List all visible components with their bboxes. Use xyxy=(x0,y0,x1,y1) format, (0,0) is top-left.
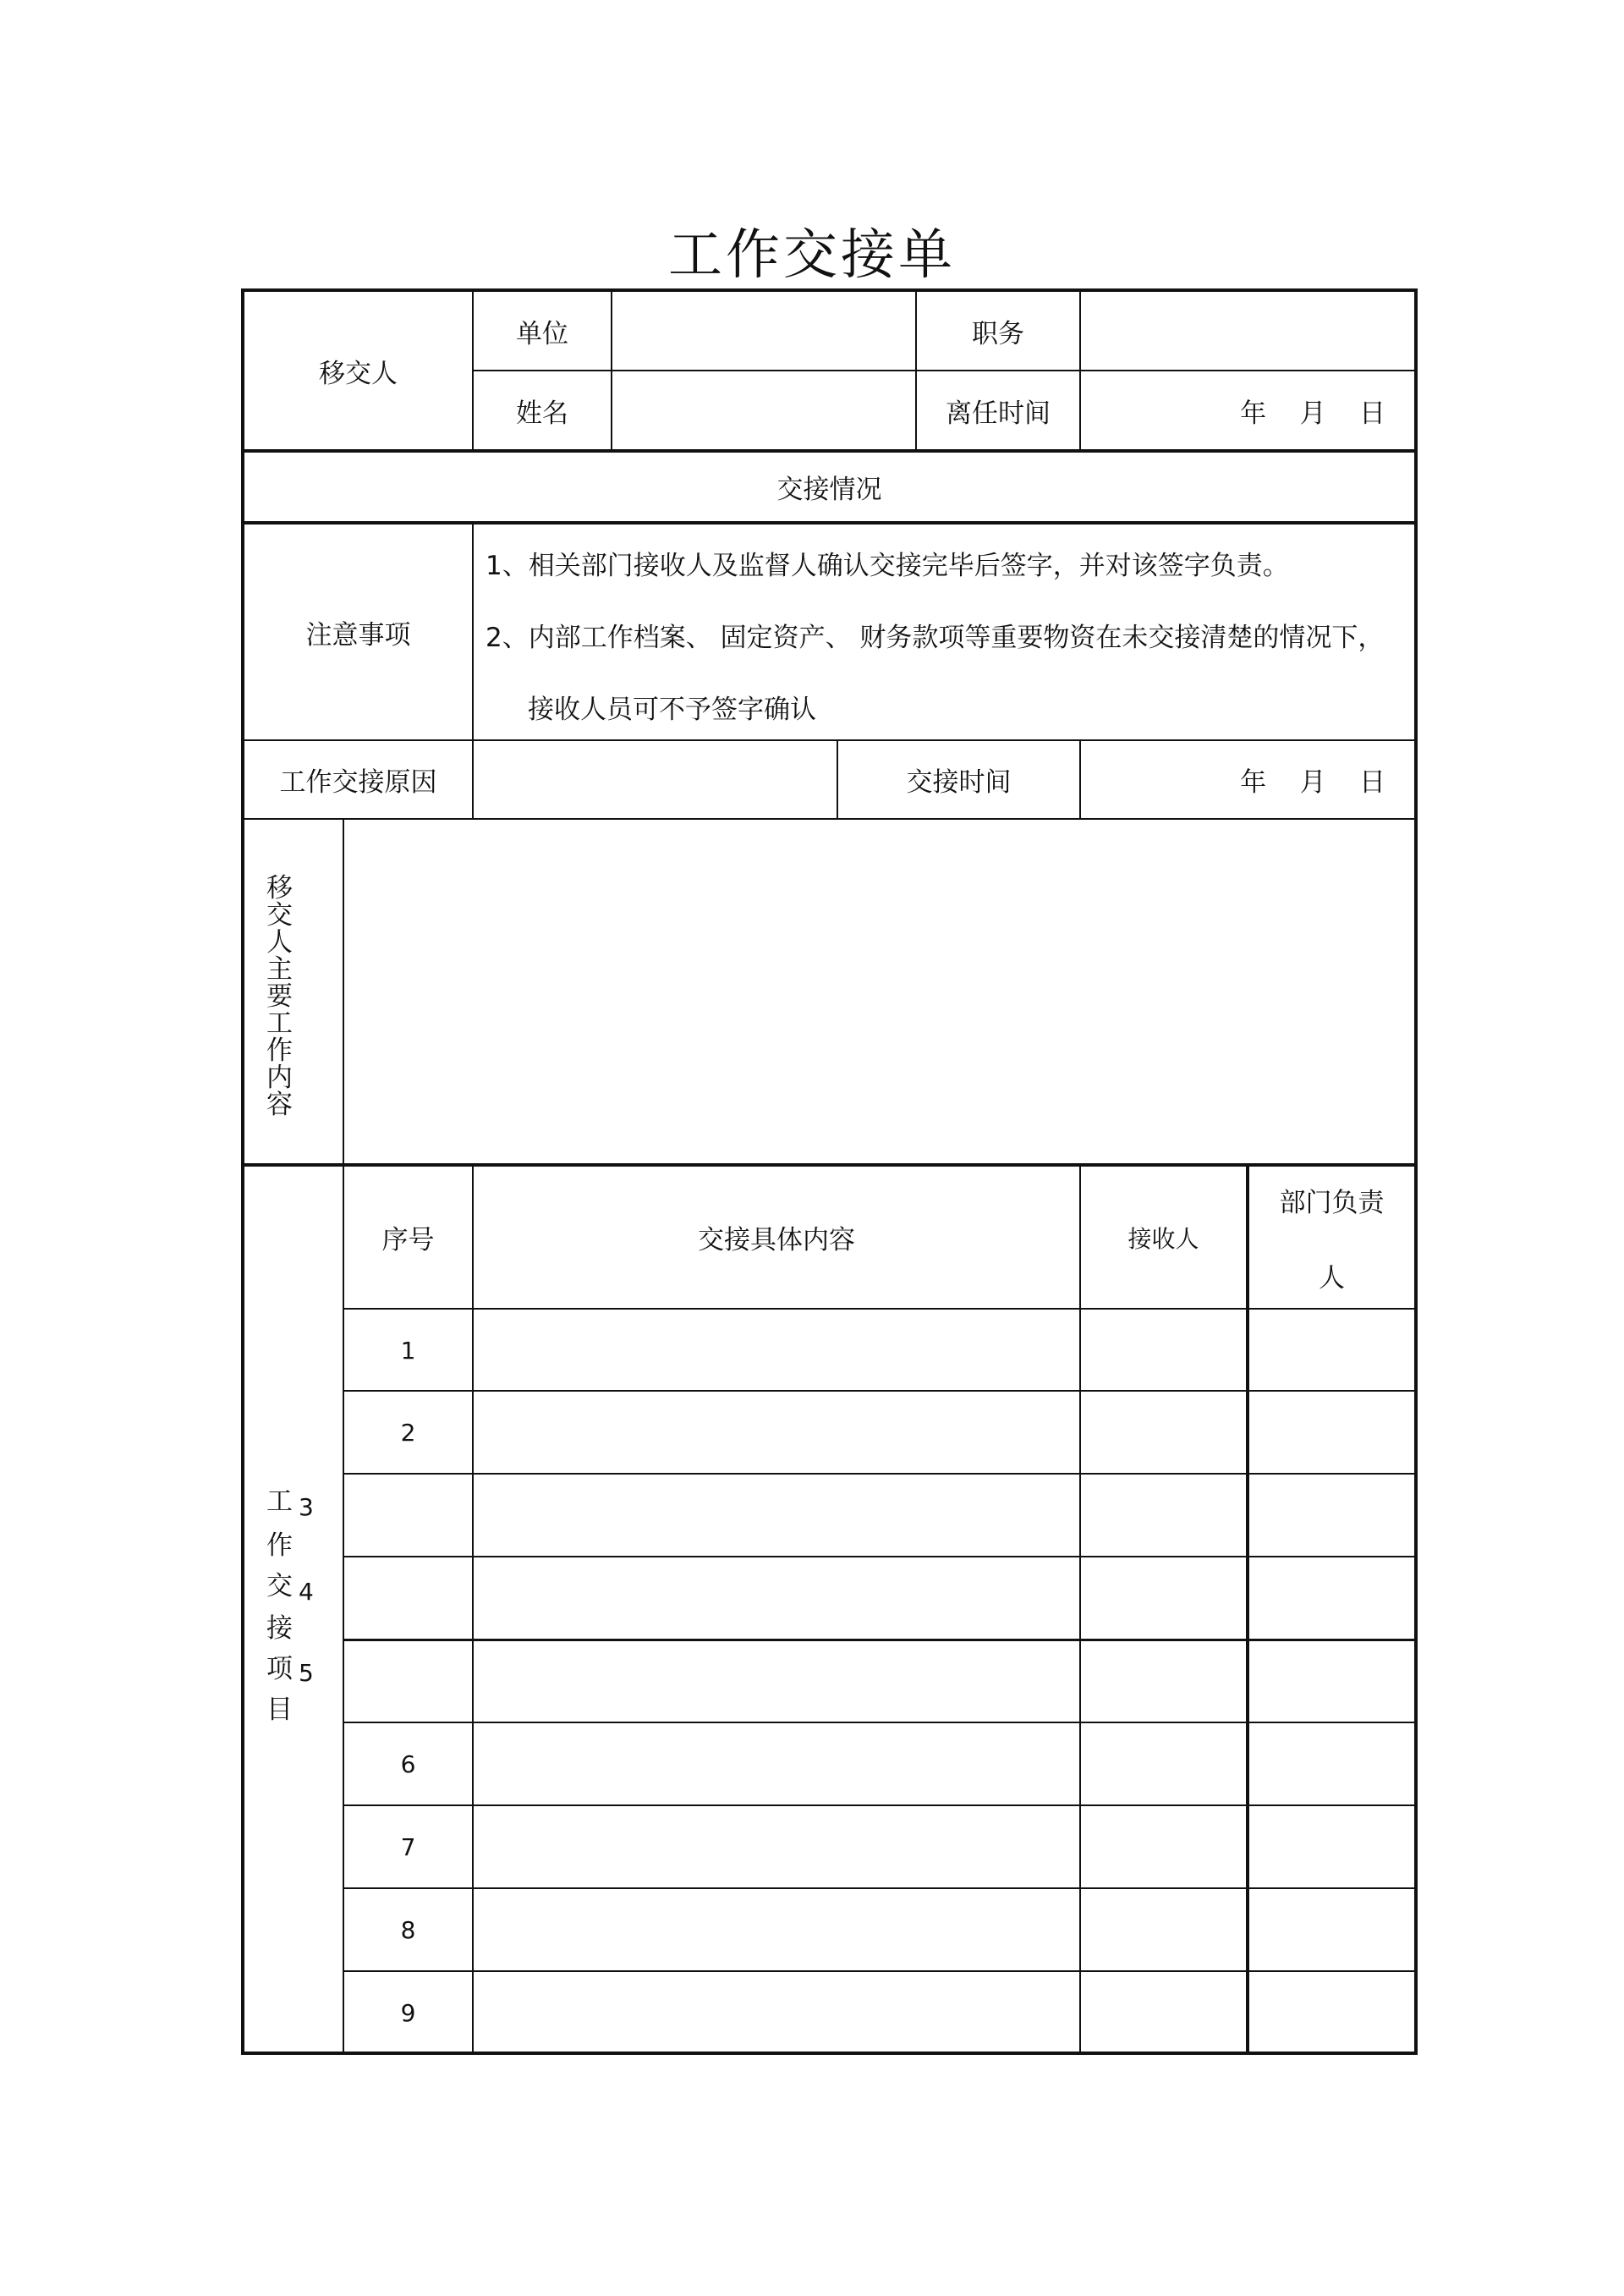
main-work-label-char: 作 xyxy=(266,1035,293,1066)
main-work-label-char: 移 xyxy=(266,873,293,904)
main-work-label-char: 主 xyxy=(266,954,293,985)
main-work-label-char: 容 xyxy=(266,1090,293,1120)
name-label: 姓名 xyxy=(516,398,568,429)
items-label-char: 作 xyxy=(266,1530,293,1561)
row-content-field[interactable] xyxy=(474,1972,1079,2053)
row-seq: 6 xyxy=(400,1749,416,1778)
items-label-char: 工 xyxy=(266,1486,293,1517)
leave-time-label: 离任时间 xyxy=(946,398,1051,429)
main-work-label-char: 工 xyxy=(266,1008,293,1039)
name-field[interactable] xyxy=(612,371,915,449)
row-seq xyxy=(344,1557,472,1639)
transferor-label: 移交人 xyxy=(319,358,398,389)
items-section-label xyxy=(244,1167,343,2052)
handover-status-heading: 交接情况 xyxy=(776,475,882,505)
notes-line-2: 2、内部工作档案、 固定资产、 财务款项等重要物资在未交接清楚的情况下， xyxy=(486,623,1385,653)
row-dept-head-field[interactable] xyxy=(1249,1889,1414,1970)
border-right xyxy=(1414,288,1418,2055)
row-content-field[interactable] xyxy=(474,1475,1079,1556)
row-receiver-field[interactable] xyxy=(1081,1310,1246,1391)
items-label-number: 3 xyxy=(299,1493,314,1521)
row-receiver-field[interactable] xyxy=(1081,1806,1246,1887)
row-seq: 2 xyxy=(400,1418,416,1447)
row-receiver-field[interactable] xyxy=(1081,1889,1246,1970)
row-seq xyxy=(344,1641,472,1722)
unit-label: 单位 xyxy=(516,318,568,349)
row-seq: 7 xyxy=(400,1832,416,1861)
row-dept-head-field[interactable] xyxy=(1249,1475,1414,1556)
row-dept-head-field[interactable] xyxy=(1249,1310,1414,1391)
items-label-number: 5 xyxy=(299,1659,314,1687)
main-work-label-char: 内 xyxy=(266,1063,293,1093)
main-work-label xyxy=(244,820,343,1163)
notes-line-1: 1、相关部门接收人及监督人确认交接完毕后签字，并对该签字负责。 xyxy=(486,551,1289,581)
handover-time-field[interactable]: 年 月 日 xyxy=(1240,767,1385,798)
row-content-field[interactable] xyxy=(474,1557,1079,1639)
items-label-char: 接 xyxy=(266,1613,293,1644)
position-label: 职务 xyxy=(972,318,1024,349)
row-content-field[interactable] xyxy=(474,1806,1079,1887)
main-work-label-char: 要 xyxy=(266,981,293,1012)
main-work-label-char: 交 xyxy=(266,900,293,931)
row-content-field[interactable] xyxy=(474,1310,1079,1391)
main-work-field[interactable] xyxy=(344,820,1414,1163)
row-seq: 9 xyxy=(400,1998,416,2027)
row-receiver-field[interactable] xyxy=(1081,1475,1246,1556)
row-receiver-field[interactable] xyxy=(1081,1972,1246,2053)
row-content-field[interactable] xyxy=(474,1392,1079,1473)
row-content-field[interactable] xyxy=(474,1889,1079,1970)
row-content-field[interactable] xyxy=(474,1723,1079,1804)
row-receiver-field[interactable] xyxy=(1081,1557,1246,1639)
header-seq: 序号 xyxy=(381,1225,435,1255)
items-label-number: 4 xyxy=(299,1578,314,1606)
header-receiver: 接收人 xyxy=(1127,1224,1199,1253)
header-dept-head xyxy=(1249,1167,1414,1308)
unit-field[interactable] xyxy=(612,292,915,370)
row-receiver-field[interactable] xyxy=(1081,1641,1246,1722)
row-dept-head-field[interactable] xyxy=(1249,1557,1414,1639)
notes-line-3: 接收人员可不予签字确认 xyxy=(528,695,816,725)
row-receiver-field[interactable] xyxy=(1081,1392,1246,1473)
row-content-field[interactable] xyxy=(474,1641,1079,1722)
row-dept-head-field[interactable] xyxy=(1249,1641,1414,1722)
main-work-label-char: 人 xyxy=(266,927,293,958)
row-seq: 1 xyxy=(400,1336,416,1365)
row-receiver-field[interactable] xyxy=(1081,1723,1246,1804)
notes-label: 注意事项 xyxy=(305,619,411,651)
row-dept-head-field[interactable] xyxy=(1249,1806,1414,1887)
row-dept-head-field[interactable] xyxy=(1249,1972,1414,2053)
position-field[interactable] xyxy=(1081,292,1414,370)
row-seq xyxy=(344,1475,472,1556)
reason-field[interactable] xyxy=(474,741,837,818)
items-label-char: 项 xyxy=(266,1654,293,1684)
handover-time-label: 交接时间 xyxy=(906,767,1012,798)
header-dept-head-line2: 人 xyxy=(1319,1262,1345,1294)
header-dept-head-line1: 部门负责 xyxy=(1279,1187,1385,1218)
row-dept-head-field[interactable] xyxy=(1249,1723,1414,1804)
header-content: 交接具体内容 xyxy=(698,1225,855,1255)
items-label-char: 目 xyxy=(266,1695,293,1725)
leave-time-field[interactable]: 年 月 日 xyxy=(1240,398,1385,429)
page-title: 工作交接单 xyxy=(668,224,956,287)
row-dept-head-field[interactable] xyxy=(1249,1392,1414,1473)
items-label-char: 交 xyxy=(266,1571,293,1601)
row-seq: 8 xyxy=(400,1915,416,1944)
reason-label: 工作交接原因 xyxy=(279,767,437,798)
